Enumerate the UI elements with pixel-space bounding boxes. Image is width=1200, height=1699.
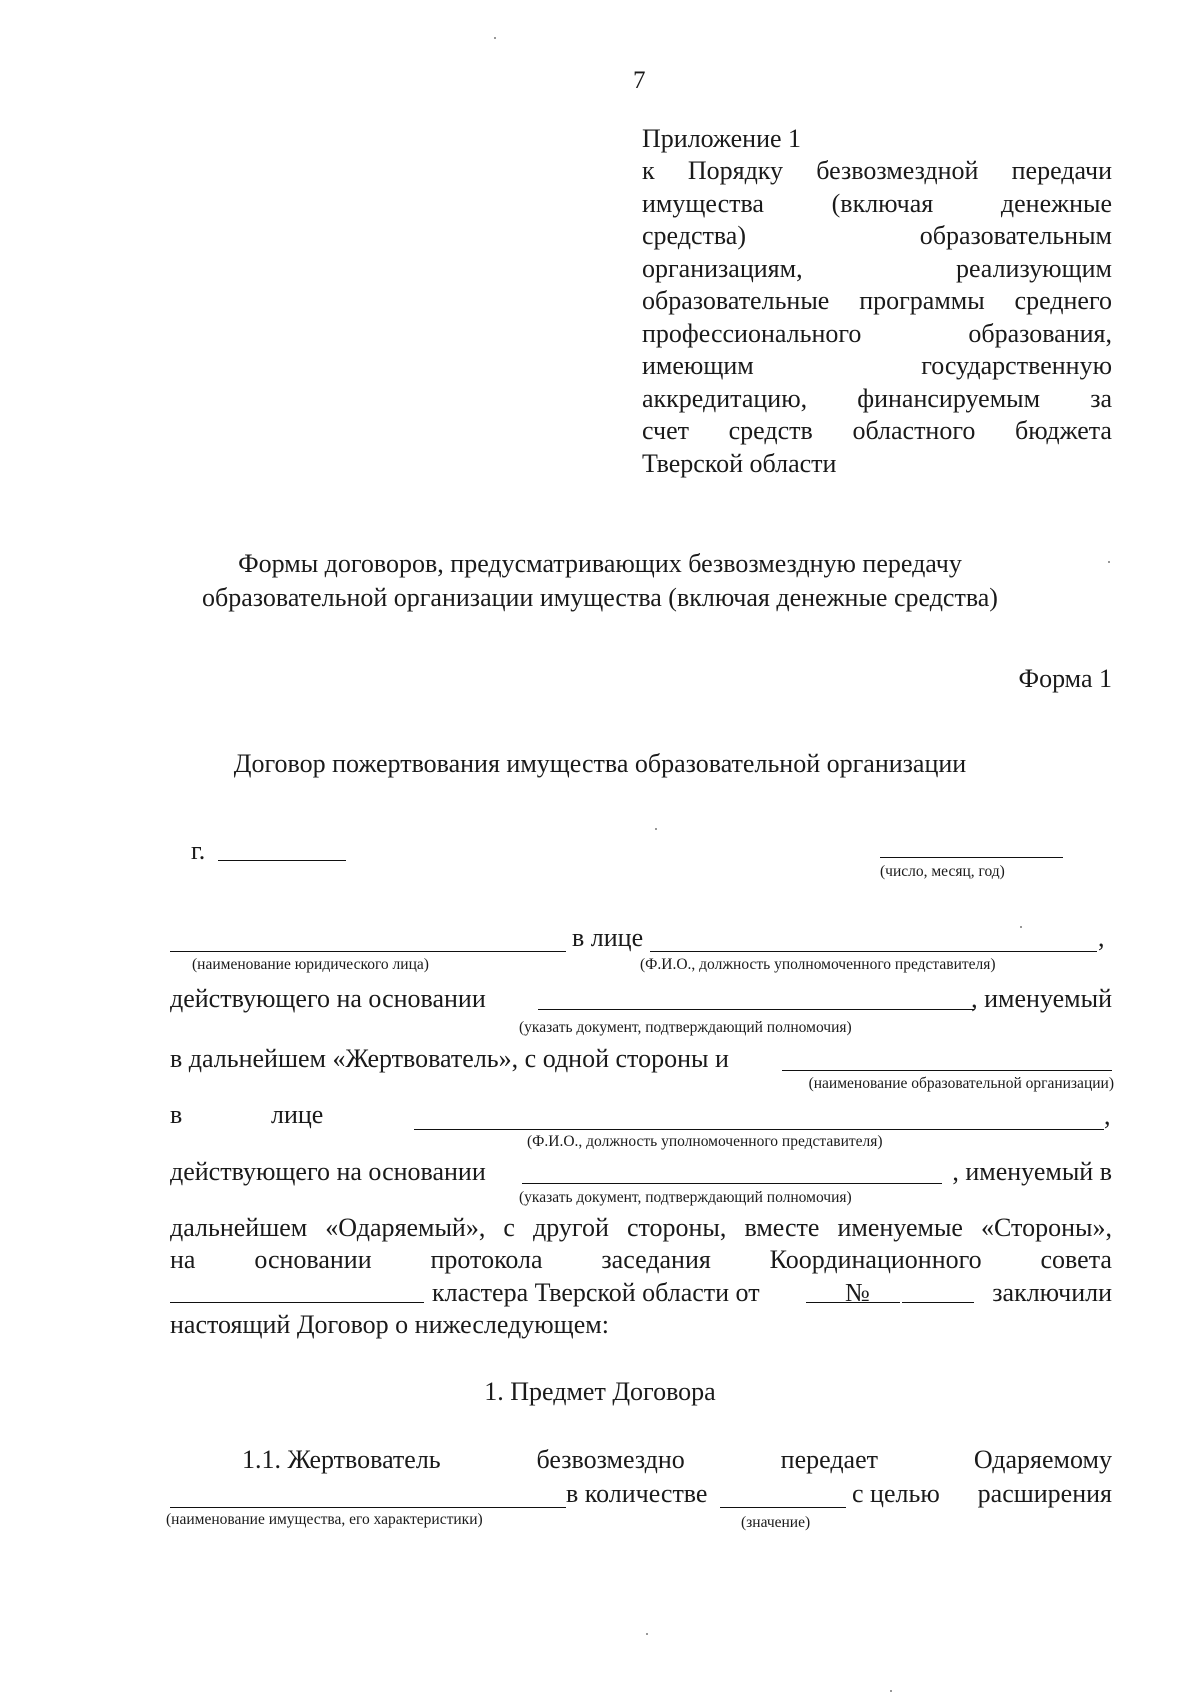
organization-caption: (наименование образовательной организации) xyxy=(808,1075,1114,1092)
forms-heading-line-1: Формы договоров, предусматривающих безвозмездную передачу xyxy=(238,549,962,578)
appendix-line: счет средств областного бюджета xyxy=(642,416,1112,445)
city-prefix: г. xyxy=(191,836,206,865)
appendix-line: образовательные программы среднего xyxy=(642,286,1112,315)
legal-entity-blank[interactable] xyxy=(170,951,566,952)
authority-document-caption: (указать документ, подтверждающий полномочия) xyxy=(519,1019,852,1036)
form-label: Форма 1 xyxy=(1018,664,1112,693)
city-blank[interactable] xyxy=(218,860,346,861)
acting-basis-text: действующего на основании xyxy=(170,984,486,1013)
quantity-value-blank[interactable] xyxy=(720,1507,846,1508)
organization-blank[interactable] xyxy=(782,1070,1112,1071)
page-number: 7 xyxy=(633,67,646,94)
legal-entity-caption: (наименование юридического лица) xyxy=(192,956,429,973)
scan-speck xyxy=(890,1690,892,1692)
scan-speck xyxy=(1020,926,1022,928)
scan-speck xyxy=(494,37,496,39)
donor-text: в дальнейшем «Жертвователь», с одной стороны и xyxy=(170,1044,729,1073)
authority-document-blank-2[interactable] xyxy=(522,1183,942,1184)
appendix-line: имущества (включая денежные xyxy=(642,188,1112,218)
appendix-line: имеющим государственную xyxy=(642,351,1112,380)
comma: , xyxy=(1098,923,1105,952)
section-1-title: 1. Предмет Договора xyxy=(484,1377,716,1406)
representative-blank-2[interactable] xyxy=(414,1129,1104,1130)
in-person-text: в лице xyxy=(572,923,644,952)
appendix-body xyxy=(642,158,1112,483)
recipient-line: дальнейшем «Одаряемый», с другой стороны, вместе именуемые «Стороны», xyxy=(170,1213,1112,1242)
named-suffix-2: , именуемый в xyxy=(952,1157,1112,1186)
final-line: настоящий Договор о нижеследующем: xyxy=(170,1310,609,1339)
acting-basis-text-2: действующего на основании xyxy=(170,1157,486,1186)
scan-speck xyxy=(655,828,657,830)
number-sign: № xyxy=(845,1278,870,1307)
appendix-title: Приложение 1 xyxy=(642,124,802,153)
purpose-text: с целью xyxy=(852,1479,940,1508)
appendix-line: к Порядку безвозмездной передачи xyxy=(642,156,1112,185)
scan-speck xyxy=(646,1633,648,1635)
person-word: лице xyxy=(271,1100,324,1129)
concluded-text: заключили xyxy=(992,1278,1112,1307)
property-name-blank[interactable] xyxy=(170,1507,566,1508)
protocol-number-blank[interactable] xyxy=(902,1302,974,1303)
clause-1-1-line: 1.1. Жертвователь безвозмездно передает Одаряемому xyxy=(242,1445,1112,1474)
in-word: в xyxy=(170,1100,183,1129)
cluster-text: кластера Тверской области от xyxy=(432,1278,760,1307)
scan-speck xyxy=(1108,561,1110,563)
representative-blank[interactable] xyxy=(650,951,1097,952)
appendix-line: аккредитацию, финансируемым за xyxy=(642,383,1112,413)
quantity-text: в количестве xyxy=(566,1479,708,1508)
date-blank[interactable] xyxy=(880,857,1063,858)
expand-text: расширения xyxy=(977,1479,1112,1508)
property-caption: (наименование имущества, его характеристики) xyxy=(166,1511,483,1528)
comma-2: , xyxy=(1104,1101,1111,1130)
appendix-line: организациям, реализующим xyxy=(642,253,1112,283)
date-caption: (число, месяц, год) xyxy=(880,863,1005,880)
appendix-line: средства) образовательным xyxy=(642,221,1112,250)
authority-document-blank[interactable] xyxy=(538,1009,974,1010)
appendix-line: профессионального образования, xyxy=(642,318,1112,348)
value-caption: (значение) xyxy=(741,1514,811,1531)
cluster-name-blank[interactable] xyxy=(170,1302,424,1303)
basis-line: на основании протокола заседания Координационного совета xyxy=(170,1245,1112,1274)
contract-title: Договор пожертвования имущества образовательной организации xyxy=(233,749,967,778)
representative-caption: (Ф.И.О., должность уполномоченного представителя) xyxy=(640,956,996,973)
appendix-last-line: Тверской области xyxy=(642,448,837,478)
named-suffix: , именуемый xyxy=(971,984,1112,1013)
authority-document-caption-2: (указать документ, подтверждающий полномочия) xyxy=(519,1189,852,1206)
representative-caption-2: (Ф.И.О., должность уполномоченного представителя) xyxy=(527,1133,883,1150)
forms-heading-line-2: образовательной организации имущества (включая денежные средства) xyxy=(202,583,998,612)
